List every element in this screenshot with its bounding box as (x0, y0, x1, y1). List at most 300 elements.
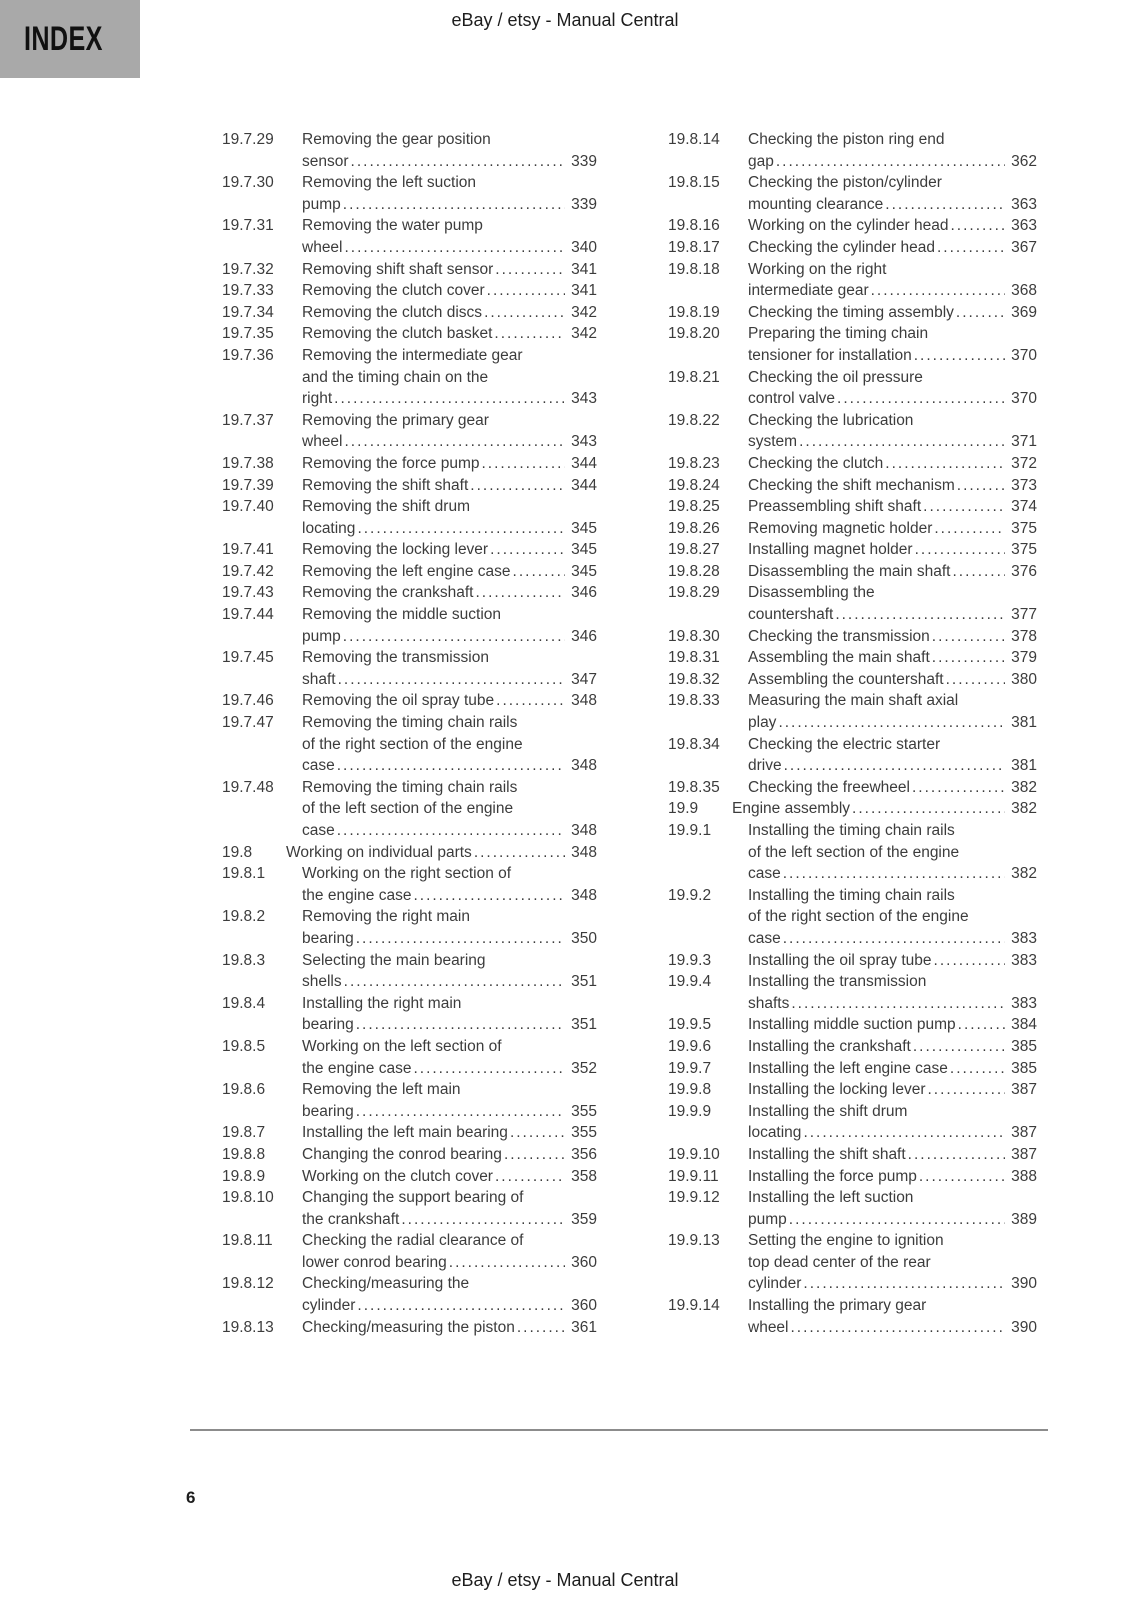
toc-title-text: Removing the force pump (302, 454, 480, 472)
toc-title-text: Checking the timing assembly (748, 303, 954, 321)
toc-title-last-line (748, 604, 1037, 626)
toc-entry-page: 344 (571, 454, 597, 472)
toc-entry-page: 368 (1011, 282, 1037, 300)
toc-title-line: of the left section of the engine (748, 843, 960, 861)
toc-title-text: Checking the transmission (748, 627, 930, 645)
toc-title-last-line (748, 345, 1037, 367)
dot-leader (490, 539, 565, 561)
toc-entry-page: 359 (571, 1210, 597, 1228)
toc-entry-number: 19.7.35 (222, 325, 274, 343)
toc-title-last-line (748, 928, 1037, 950)
toc-entry (668, 215, 1037, 237)
toc-entry-title (302, 604, 597, 647)
toc-title-text: system (748, 433, 798, 451)
toc-title-last-line (302, 885, 597, 907)
dot-leader (912, 777, 1005, 799)
toc-entry (668, 950, 1037, 972)
toc-entry-number: 19.8.18 (668, 260, 720, 278)
dot-leader (337, 820, 565, 842)
toc-entry-title (302, 323, 597, 345)
dot-leader (950, 1058, 1005, 1080)
toc-entry-page: 382 (1011, 865, 1037, 883)
dot-leader (345, 431, 566, 453)
toc-entry-title (302, 906, 597, 949)
toc-title-last-line (302, 1014, 597, 1036)
toc-entry-title (748, 669, 1037, 691)
dot-leader (783, 863, 1005, 885)
toc-entry-page: 339 (571, 152, 597, 170)
toc-title-last-line (748, 215, 1037, 237)
toc-title-text: shafts (748, 994, 790, 1012)
toc-entry-page: 344 (571, 476, 597, 494)
toc-title-text: Removing the clutch basket (302, 325, 493, 343)
page-number: 6 (186, 1488, 196, 1507)
dot-leader (958, 1014, 1005, 1036)
toc-entry-page: 382 (1011, 800, 1037, 818)
toc-title-line: Checking/measuring the (302, 1275, 470, 1293)
toc-entry-title (748, 626, 1037, 648)
toc-title-last-line (748, 237, 1037, 259)
toc-entry-page: 351 (571, 973, 597, 991)
toc-entry-number: 19.8.5 (222, 1037, 266, 1055)
toc-entry-page: 341 (571, 282, 597, 300)
toc-entry-title (302, 129, 597, 172)
toc-entry-page: 380 (1011, 670, 1037, 688)
dot-leader (803, 1273, 1005, 1295)
toc-entry (668, 237, 1037, 259)
toc-entry (668, 302, 1037, 324)
toc-entry (668, 475, 1037, 497)
toc-title-line: Installing the primary gear (748, 1297, 927, 1315)
toc-entry-number: 19.8.19 (668, 303, 720, 321)
dot-leader (510, 1122, 565, 1144)
toc-entry-title (302, 496, 597, 539)
dot-leader (934, 518, 1005, 540)
toc-entry-page: 371 (1011, 433, 1037, 451)
toc-entry-title (748, 1144, 1037, 1166)
toc-entry-title (748, 367, 1037, 410)
dot-leader (778, 712, 1005, 734)
toc-entry-page: 383 (1011, 929, 1037, 947)
dot-leader (871, 280, 1005, 302)
toc-title-line: Removing the left main (302, 1081, 461, 1099)
toc-entry-number: 19.9.6 (668, 1037, 712, 1055)
toc-entry-page: 341 (571, 260, 597, 278)
toc-entry-page: 356 (571, 1145, 597, 1163)
dot-leader (517, 1317, 565, 1339)
toc-title-last-line (302, 518, 597, 540)
dot-leader (803, 1122, 1005, 1144)
toc-entry (668, 1014, 1037, 1036)
toc-title-last-line (302, 1209, 597, 1231)
toc-title-text: the engine case (302, 1059, 412, 1077)
toc-title-last-line (748, 1273, 1037, 1295)
dot-leader (481, 453, 565, 475)
toc-title-text: Installing middle suction pump (748, 1016, 956, 1034)
toc-title-last-line (748, 1122, 1037, 1144)
dot-leader (504, 1144, 565, 1166)
toc-entry (222, 993, 597, 1036)
toc-title-text: Removing the crankshaft (302, 584, 474, 602)
toc-entry-number: 19.7.38 (222, 454, 274, 472)
toc-entry-page: 389 (1011, 1210, 1037, 1228)
toc-entry-number: 19.9.10 (668, 1145, 720, 1163)
toc-title-line: Measuring the main shaft axial (748, 692, 959, 710)
toc-title-last-line (748, 539, 1037, 561)
dot-leader (496, 690, 565, 712)
toc-entry-number: 19.8.21 (668, 368, 720, 386)
toc-entry-title (748, 734, 1037, 777)
toc-title-last-line (748, 1058, 1037, 1080)
toc-entry-title (748, 971, 1037, 1014)
toc-entry-page: 378 (1011, 627, 1037, 645)
toc-title-last-line (748, 194, 1037, 216)
toc-entry-title (302, 561, 597, 583)
toc-title-text: Checking the clutch (748, 454, 884, 472)
toc-title-text: cylinder (302, 1297, 356, 1315)
toc-title-line: Working on the right section of (302, 865, 512, 883)
toc-entry (668, 1079, 1037, 1101)
toc-entry-number: 19.8.13 (222, 1318, 274, 1336)
toc-title-text: Removing shift shaft sensor (302, 260, 494, 278)
toc-entry-number: 19.8.22 (668, 411, 720, 429)
toc-entry-number: 19.9.4 (668, 973, 712, 991)
toc-entry-number: 19.8.35 (668, 778, 720, 796)
toc-title-last-line (748, 1209, 1037, 1231)
toc-title-text: Installing magnet holder (748, 541, 913, 559)
table-of-contents (222, 129, 1037, 1338)
toc-title-text: Removing the shift shaft (302, 476, 469, 494)
toc-entry-title (748, 410, 1037, 453)
toc-entry-page: 352 (571, 1059, 597, 1077)
toc-title-last-line (732, 798, 1037, 820)
toc-title-line: Installing the timing chain rails (748, 886, 955, 904)
toc-entry-number: 19.9.9 (668, 1102, 712, 1120)
footer-divider (190, 1429, 1048, 1431)
dot-leader (356, 1101, 565, 1123)
toc-entry-number: 19.9.5 (668, 1016, 712, 1034)
dot-leader (449, 1252, 565, 1274)
toc-entry-title (748, 690, 1037, 733)
toc-title-text: the engine case (302, 886, 412, 904)
toc-title-text: Installing the left main bearing (302, 1124, 508, 1142)
toc-entry-number: 19.8.27 (668, 541, 720, 559)
toc-title-last-line (302, 302, 597, 324)
toc-title-last-line (748, 1036, 1037, 1058)
toc-title-last-line (302, 1122, 597, 1144)
toc-title-last-line (302, 151, 597, 173)
toc-entry (668, 669, 1037, 691)
dot-leader (914, 345, 1005, 367)
toc-title-last-line (748, 626, 1037, 648)
toc-title-text: Assembling the countershaft (748, 670, 944, 688)
toc-entry-title (748, 1014, 1037, 1036)
toc-entry-number: 19.8.31 (668, 649, 720, 667)
toc-entry-number: 19.7.46 (222, 692, 274, 710)
toc-title-last-line (748, 496, 1037, 518)
toc-entry-number: 19.9.8 (668, 1081, 712, 1099)
toc-entry (222, 647, 597, 690)
toc-entry (668, 1036, 1037, 1058)
toc-title-last-line (286, 842, 597, 864)
toc-title-line: Removing the water pump (302, 217, 483, 235)
toc-title-line: Changing the support bearing of (302, 1189, 524, 1207)
toc-entry-number: 19.7.39 (222, 476, 274, 494)
dot-leader (791, 993, 1005, 1015)
toc-entry (222, 863, 597, 906)
toc-title-line: of the right section of the engine (748, 908, 969, 926)
toc-entry-number: 19.8.15 (668, 174, 720, 192)
toc-entry-number: 19.8.30 (668, 627, 720, 645)
toc-title-line: Setting the engine to ignition (748, 1232, 944, 1250)
toc-entry-title (302, 215, 597, 258)
toc-title-line: top dead center of the rear (748, 1253, 931, 1271)
toc-title-text: Disassembling the main shaft (748, 562, 951, 580)
toc-entry (668, 323, 1037, 366)
toc-title-last-line (302, 323, 597, 345)
toc-title-text: pump (302, 627, 341, 645)
toc-entry-title (748, 496, 1037, 518)
toc-entry-title (748, 647, 1037, 669)
toc-entry-number: 19.7.48 (222, 778, 274, 796)
toc-entry (222, 1166, 597, 1188)
toc-title-line: of the right section of the engine (302, 735, 523, 753)
toc-entry-number: 19.8.1 (222, 865, 266, 883)
toc-entry-number: 19.8.8 (222, 1145, 266, 1163)
dot-leader (351, 151, 565, 173)
toc-entry (668, 1187, 1037, 1230)
toc-entry-title (748, 582, 1037, 625)
toc-entry-number: 19.8.32 (668, 670, 720, 688)
toc-entry-title (748, 1166, 1037, 1188)
toc-title-text: wheel (748, 1318, 789, 1336)
toc-entry-title (302, 453, 597, 475)
toc-entry-number: 19.9.13 (668, 1232, 720, 1250)
dot-leader (950, 215, 1005, 237)
toc-title-line: Installing the right main (302, 994, 462, 1012)
toc-entry-number: 19.7.47 (222, 714, 274, 732)
toc-title-last-line (748, 993, 1037, 1015)
toc-entry (222, 345, 597, 410)
toc-entry (222, 1317, 597, 1339)
toc-title-text: drive (748, 757, 782, 775)
toc-entry-page: 377 (1011, 606, 1037, 624)
toc-title-text: mounting clearance (748, 195, 884, 213)
toc-title-line: Removing the left suction (302, 174, 477, 192)
toc-title-line: Removing the timing chain rails (302, 778, 518, 796)
toc-entry-page: 362 (1011, 152, 1037, 170)
toc-entry (668, 690, 1037, 733)
toc-entry-page: 363 (1011, 217, 1037, 235)
toc-entry-title (748, 777, 1037, 799)
toc-title-text: bearing (302, 1016, 354, 1034)
toc-entry-title (748, 215, 1037, 237)
toc-title-last-line (748, 151, 1037, 173)
toc-entry-page: 345 (571, 519, 597, 537)
toc-entry-title (302, 950, 597, 993)
toc-entry (222, 215, 597, 258)
toc-title-line: Checking the piston/cylinder (748, 174, 942, 192)
toc-entry (668, 885, 1037, 950)
dot-leader (356, 928, 565, 950)
toc-entry-title (302, 993, 597, 1036)
toc-entry (668, 259, 1037, 302)
toc-entry (222, 280, 597, 302)
toc-entry-page: 383 (1011, 951, 1037, 969)
toc-title-last-line (748, 1014, 1037, 1036)
toc-title-line: Installing the shift drum (748, 1102, 908, 1120)
toc-entry (222, 1079, 597, 1122)
toc-title-text: Working on the cylinder head (748, 217, 949, 235)
toc-entry-page: 369 (1011, 303, 1037, 321)
toc-title-text: Working on individual parts (286, 843, 472, 861)
toc-title-line: Removing the right main (302, 908, 470, 926)
toc-entry-title (302, 1079, 597, 1122)
dot-leader (885, 453, 1005, 475)
toc-entry-title (302, 1144, 597, 1166)
toc-entry-title (302, 1122, 597, 1144)
toc-entry (668, 647, 1037, 669)
toc-entry-title (748, 475, 1037, 497)
dot-leader (835, 604, 1005, 626)
toc-title-line: Removing the shift drum (302, 498, 470, 516)
toc-entry-page: 376 (1011, 562, 1037, 580)
toc-title-line: Preparing the timing chain (748, 325, 929, 343)
toc-title-line: Removing the primary gear (302, 411, 489, 429)
toc-entry-title (302, 1230, 597, 1273)
toc-entry-page: 375 (1011, 541, 1037, 559)
toc-title-text: Checking the cylinder head (748, 238, 935, 256)
toc-title-text: Engine assembly (732, 800, 851, 818)
toc-entry-title (748, 302, 1037, 324)
toc-entry-title (302, 1036, 597, 1079)
toc-entry (222, 539, 597, 561)
toc-entry-title (302, 712, 597, 777)
dot-leader (344, 971, 565, 993)
toc-entry-page: 379 (1011, 649, 1037, 667)
toc-title-line: Disassembling the (748, 584, 875, 602)
toc-entry-title (302, 539, 597, 561)
toc-entry-page: 350 (571, 929, 597, 947)
toc-entry (668, 1058, 1037, 1080)
toc-title-last-line (748, 1144, 1037, 1166)
toc-entry-title (748, 539, 1037, 561)
toc-title-last-line (302, 237, 597, 259)
toc-title-text: bearing (302, 1102, 354, 1120)
toc-entry-number: 19.8.10 (222, 1189, 274, 1207)
dot-leader (513, 561, 565, 583)
toc-entry-number: 19.9 (668, 800, 699, 818)
toc-entry-page: 360 (571, 1297, 597, 1315)
toc-entry-number: 19.8.20 (668, 325, 720, 343)
toc-entry-page: 381 (1011, 757, 1037, 775)
toc-entry (668, 626, 1037, 648)
toc-entry (668, 734, 1037, 777)
toc-title-last-line (748, 863, 1037, 885)
toc-entry-page: 358 (571, 1167, 597, 1185)
toc-title-line: Checking the electric starter (748, 735, 941, 753)
dot-leader (357, 1295, 565, 1317)
toc-title-text: control valve (748, 390, 836, 408)
toc-title-line: Removing the intermediate gear (302, 346, 523, 364)
toc-entry-title (302, 647, 597, 690)
toc-entry-page: 347 (571, 670, 597, 688)
toc-entry-page: 346 (571, 584, 597, 602)
toc-title-last-line (748, 453, 1037, 475)
toc-title-text: locating (748, 1124, 802, 1142)
dot-leader (413, 885, 565, 907)
toc-entry-title (748, 1079, 1037, 1101)
dot-leader (789, 1209, 1005, 1231)
dot-leader (495, 259, 565, 281)
toc-entry-page: 345 (571, 562, 597, 580)
toc-entry (222, 1187, 597, 1230)
dot-leader (837, 388, 1005, 410)
toc-title-last-line (302, 280, 597, 302)
toc-title-line: of the left section of the engine (302, 800, 514, 818)
toc-entry-number: 19.8.25 (668, 498, 720, 516)
toc-title-last-line (302, 259, 597, 281)
dot-leader (852, 798, 1005, 820)
toc-entry-number: 19.9.14 (668, 1297, 720, 1315)
toc-entry-page: 388 (1011, 1167, 1037, 1185)
toc-entry-page: 345 (571, 541, 597, 559)
toc-title-last-line (302, 1166, 597, 1188)
toc-entry-number: 19.7.42 (222, 562, 274, 580)
toc-title-last-line (748, 1317, 1037, 1339)
toc-entry (668, 129, 1037, 172)
toc-entry-number: 19.8.33 (668, 692, 720, 710)
toc-title-last-line (748, 647, 1037, 669)
toc-entry (222, 259, 597, 281)
toc-entry (668, 798, 1037, 820)
toc-title-last-line (302, 669, 597, 691)
toc-entry-number: 19.9.11 (668, 1167, 719, 1185)
toc-entry-title (748, 1058, 1037, 1080)
toc-entry (222, 842, 597, 864)
toc-entry-title (302, 863, 597, 906)
toc-entry-title (748, 1230, 1037, 1295)
toc-entry-page: 383 (1011, 994, 1037, 1012)
toc-entry (668, 1295, 1037, 1338)
dot-leader (338, 669, 565, 691)
dot-leader (923, 496, 1005, 518)
toc-entry-title (748, 1187, 1037, 1230)
toc-entry (668, 367, 1037, 410)
toc-entry-page: 348 (571, 886, 597, 904)
toc-entry-title (748, 820, 1037, 885)
toc-entry-title (302, 410, 597, 453)
toc-entry-number: 19.8.28 (668, 562, 720, 580)
toc-entry-page: 348 (571, 757, 597, 775)
toc-title-last-line (748, 302, 1037, 324)
toc-title-text: Installing the shift shaft (748, 1145, 906, 1163)
toc-entry (222, 690, 597, 712)
toc-entry-number: 19.9.1 (668, 822, 712, 839)
toc-entry-title (748, 885, 1037, 950)
toc-entry (668, 1101, 1037, 1144)
toc-title-text: pump (302, 195, 341, 213)
toc-title-last-line (302, 582, 597, 604)
dot-leader (928, 1079, 1006, 1101)
dot-leader (932, 626, 1005, 648)
toc-entry-page: 348 (571, 843, 597, 861)
toc-title-text: Removing magnetic holder (748, 519, 933, 537)
toc-entry-number: 19.7.41 (222, 541, 274, 559)
dot-leader (919, 1166, 1005, 1188)
toc-title-line: Checking the radial clearance of (302, 1232, 524, 1250)
toc-title-text: Removing the clutch cover (302, 282, 485, 300)
